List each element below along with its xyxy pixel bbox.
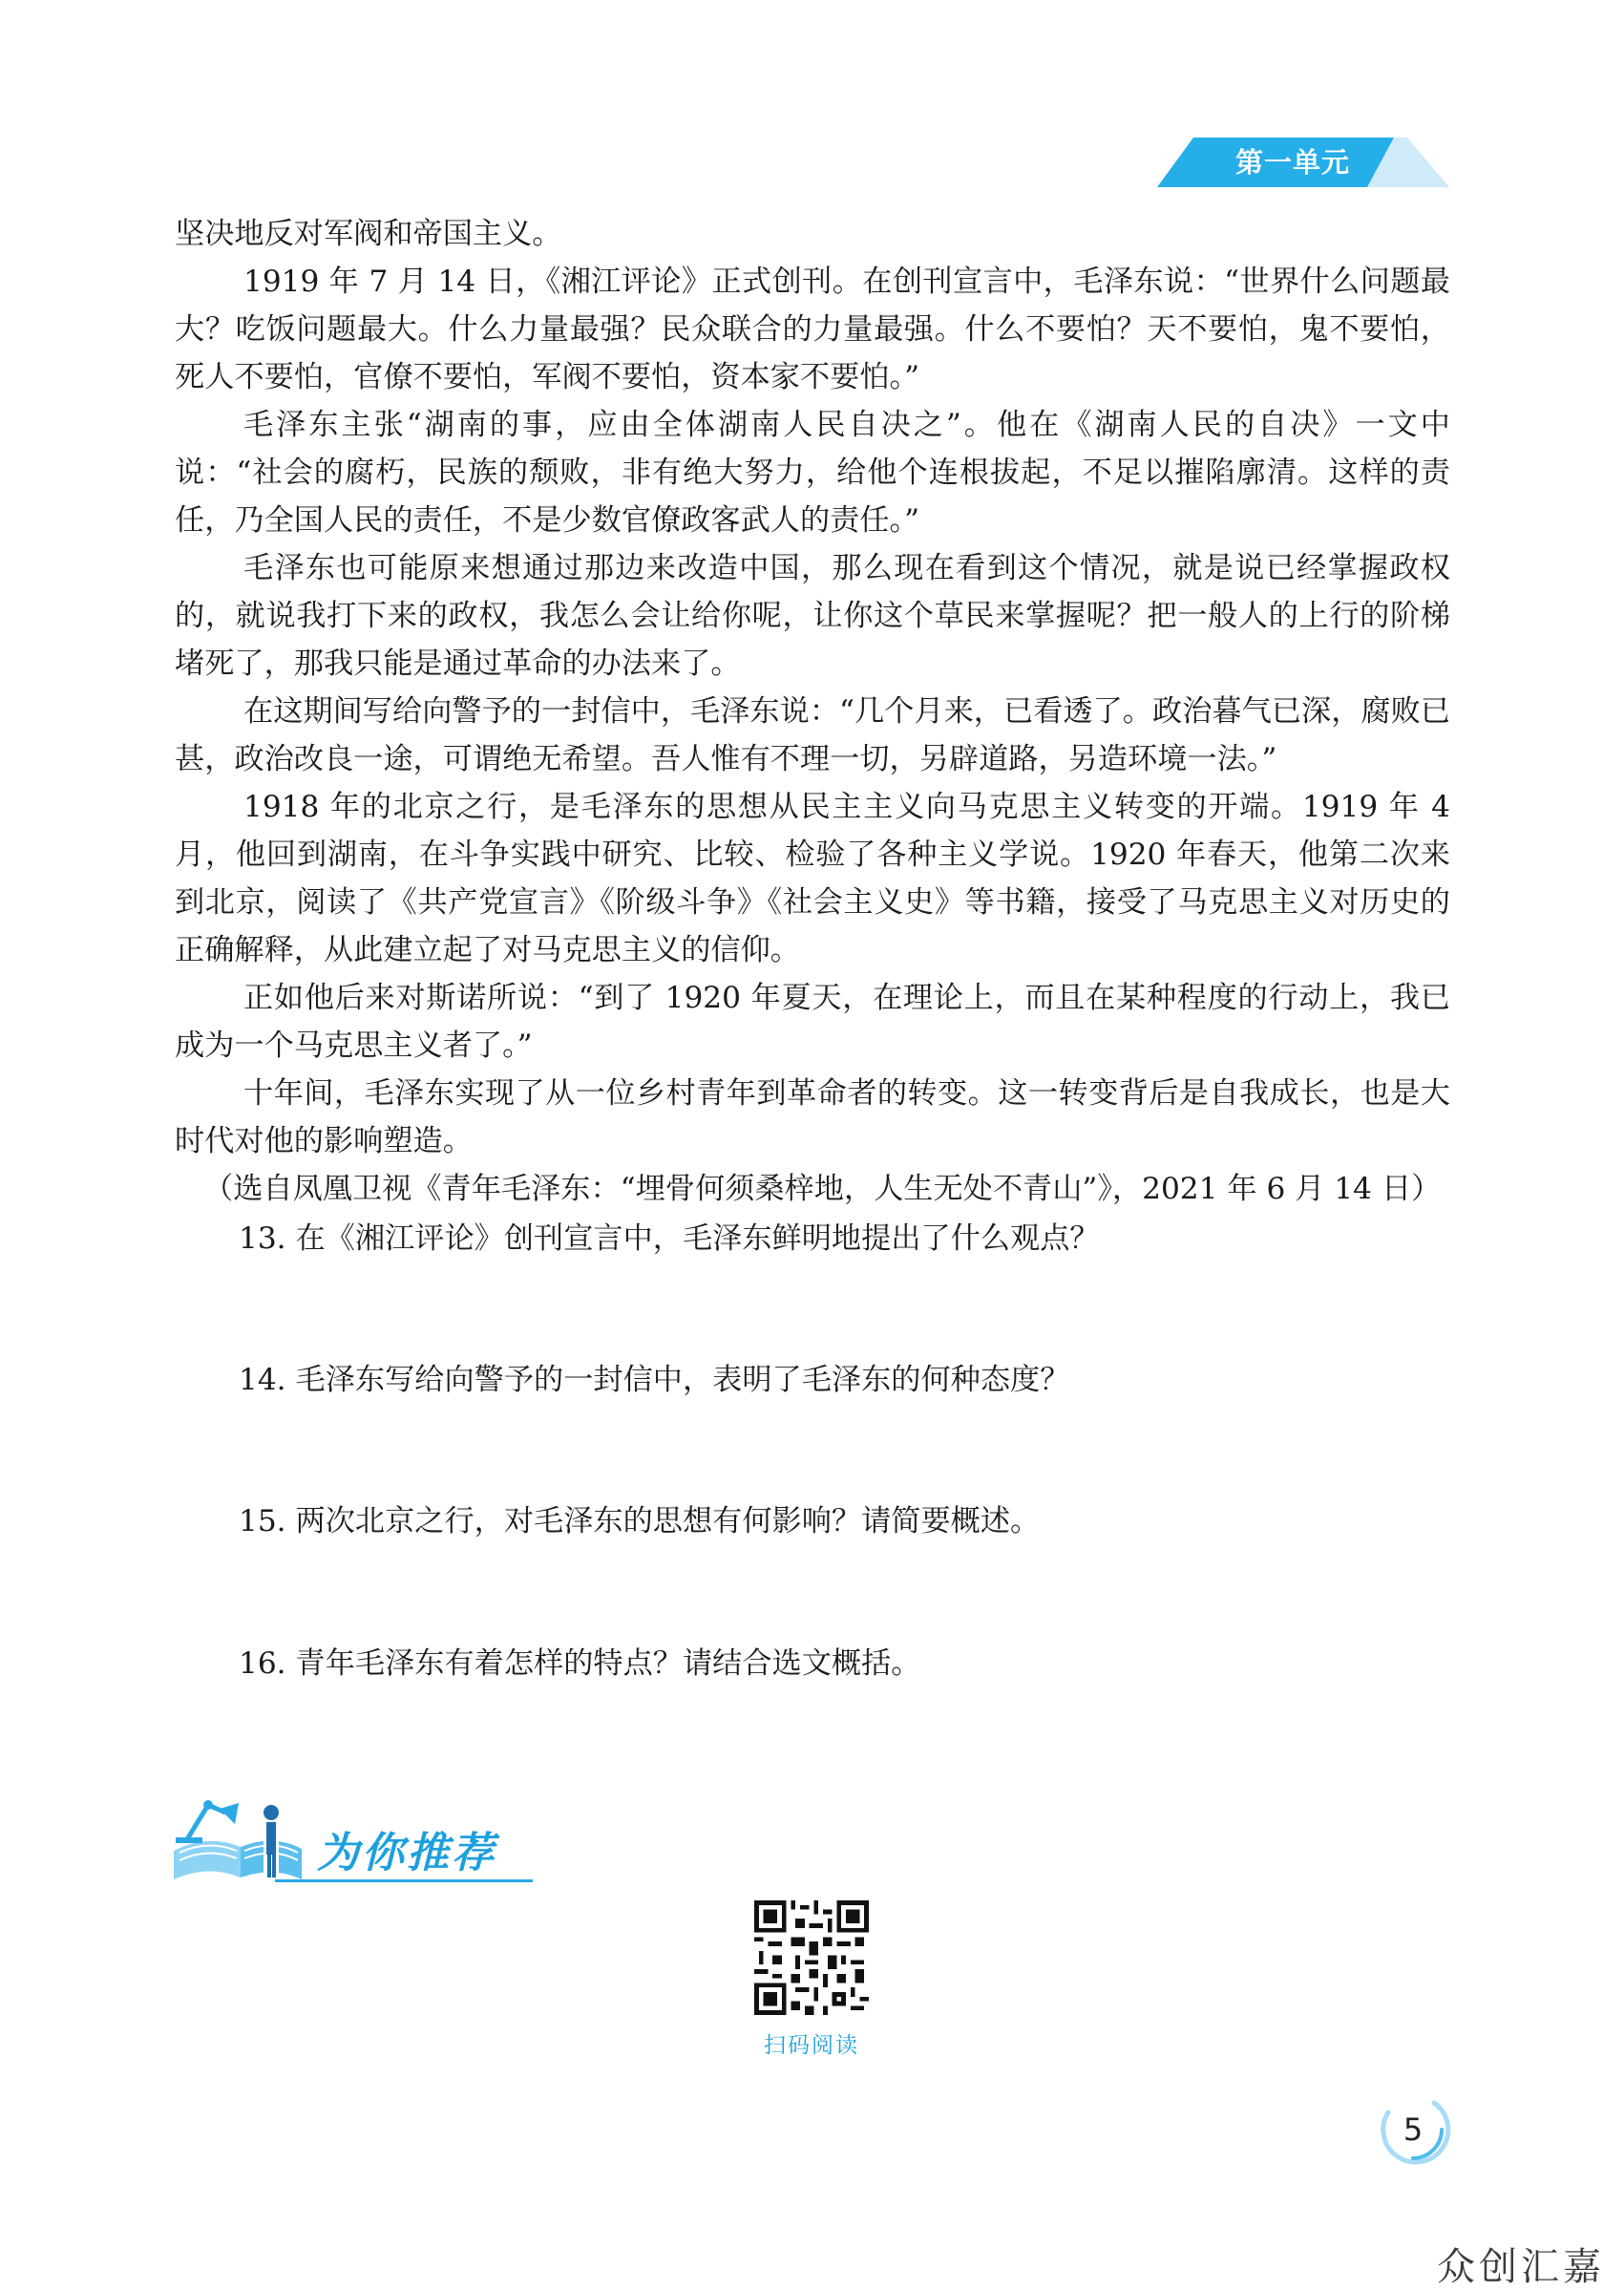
qr-code[interactable] (754, 1900, 869, 2015)
question-15: 15. 两次北京之行，对毛泽东的思想有何影响？请简要概述。 (239, 1504, 1041, 1538)
source-citation: （选自凤凰卫视《青年毛泽东：“埋骨何须桑梓地，人生无处不青山”》，2021 年 6 月 14 日） (203, 1172, 1442, 1206)
unit-tab (1157, 138, 1449, 187)
passage-paragraph: 毛泽东也可能原来想通过那边来改造中国，那么现在看到这个情况，就是说已经掌握政权的，就说我打下来的政权，我怎么会让给你呢，让你这个草民来掌握呢？把一般人的上行的阶梯堵死了，那我只能是通过革命的办法来了。 (175, 551, 1450, 681)
question-16: 16. 青年毛泽东有着怎样的特点？请结合选文概括。 (239, 1646, 921, 1681)
recommend-section (170, 1784, 533, 1889)
passage-paragraph: 正如他后来对斯诺所说：“到了 1920 年夏天，在理论上，而且在某种程度的行动上，我已成为一个马克思主义者了。” (175, 981, 1450, 1063)
question-14: 14. 毛泽东写给向警予的一封信中，表明了毛泽东的何种态度？ (239, 1363, 1070, 1397)
page-number: 5 (1403, 2111, 1424, 2148)
passage-paragraph: 毛泽东主张“湖南的事，应由全体湖南人民自决之”。他在《湖南人民的自决》一文中说：“社会的腐朽，民族的颓败，非有绝大努力，给他个连根拔起，不足以摧陷廓清。这样的责任，乃全国人民的责任，不是少数官僚政客武人的责任。” (175, 408, 1450, 538)
question-13: 13. 在《湘江评论》创刊宣言中，毛泽东鲜明地提出了什么观点？ (239, 1221, 1100, 1256)
book-lamp-icon (170, 1784, 323, 1889)
passage-paragraph: 1919 年 7 月 14 日，《湘江评论》正式创刊。在创刊宣言中，毛泽东说：“世界什么问题最大？吃饭问题最大。什么力量最强？民众联合的力量最强。什么不要怕？天不要怕，鬼不要怕，死人不要怕，官僚不要怕，军阀不要怕，资本家不要怕。” (175, 265, 1450, 394)
passage-paragraph: 1918 年的北京之行，是毛泽东的思想从民主主义向马克思主义转变的开端。1919 年 4 月，他回到湖南，在斗争实践中研究、比较、检验了各种主义学说。1920 年春天，他第二次来到北京，阅读了《共产党宣言》《阶级斗争》《社会主义史》等书籍，接受了马克思主义对历史的正确解释，从此建立起了对马克思主义的信仰。 (175, 790, 1450, 967)
passage-paragraph: 在这期间写给向警予的一封信中，毛泽东说：“几个月来，已看透了。政治暮气已深，腐败已甚，政治改良一途，可谓绝无希望。吾人惟有不理一切，另辟道路，另造环境一法。” (175, 694, 1450, 776)
recommend-underline (275, 1879, 533, 1882)
unit-label: 第一单元 (1234, 146, 1350, 179)
passage (175, 210, 1450, 1213)
recommend-title: 为你推荐 (317, 1829, 496, 1877)
passage-paragraph: 十年间，毛泽东实现了从一位乡村青年到革命者的转变。这一转变背后是自我成长，也是大时代对他的影响塑造。 (175, 1076, 1450, 1158)
page-number-badge (1375, 2091, 1451, 2168)
qr-label: 扫码阅读 (764, 2033, 859, 2058)
watermark-text: 众创汇嘉 (1437, 2245, 1605, 2289)
passage-paragraph: 坚决地反对军阀和帝国主义。 (175, 217, 562, 251)
